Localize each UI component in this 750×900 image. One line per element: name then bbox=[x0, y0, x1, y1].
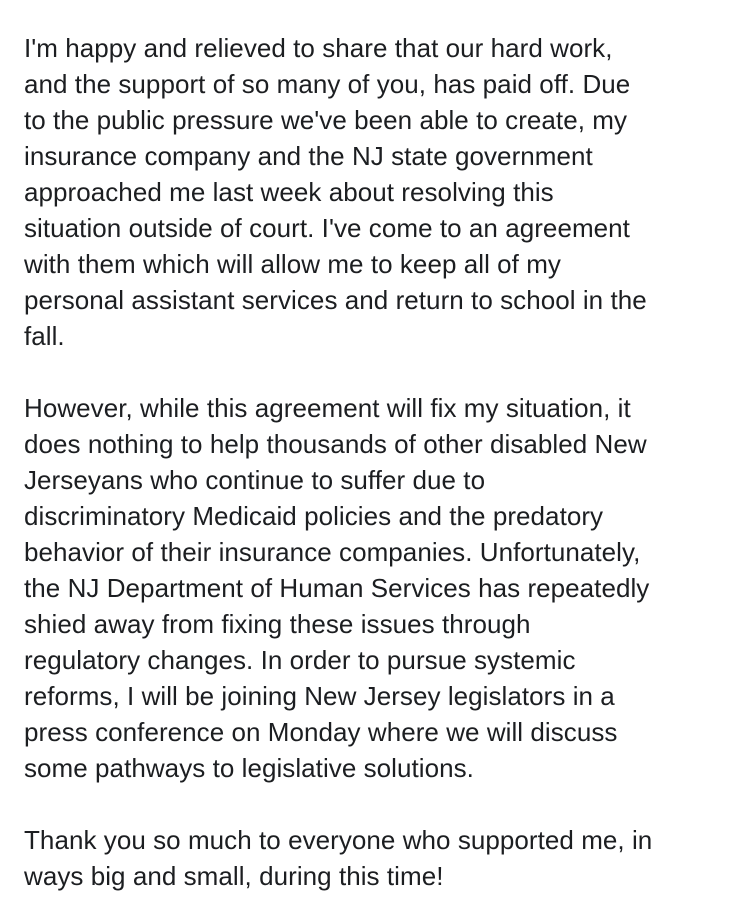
paragraph-resolution bbox=[24, 30, 730, 354]
text-line: shied away from fixing these issues through bbox=[24, 609, 531, 639]
text-line: with them which will allow me to keep all of my bbox=[24, 249, 561, 279]
text-line: and the support of so many of you, has paid off. Due bbox=[24, 69, 631, 99]
text-line: ways big and small, during this time! bbox=[24, 861, 444, 891]
text-line: insurance company and the NJ state government bbox=[24, 141, 593, 171]
text-line: reforms, I will be joining New Jersey legislators in a bbox=[24, 681, 615, 711]
paragraph-systemic-reform bbox=[24, 390, 730, 786]
text-line: personal assistant services and return to school in the bbox=[24, 285, 647, 315]
text-line: to the public pressure we've been able to create, my bbox=[24, 105, 628, 135]
text-line: Jerseyans who continue to suffer due to bbox=[24, 465, 486, 495]
text-line: discriminatory Medicaid policies and the predatory bbox=[24, 501, 604, 531]
text-line: some pathways to legislative solutions. bbox=[24, 753, 474, 783]
post-body bbox=[24, 30, 730, 894]
text-line: fall. bbox=[24, 321, 65, 351]
text-line: regulatory changes. In order to pursue systemic bbox=[24, 645, 576, 675]
text-line: However, while this agreement will fix my situation, it bbox=[24, 393, 631, 423]
paragraph-thanks bbox=[24, 822, 730, 894]
text-line: I'm happy and relieved to share that our hard work, bbox=[24, 33, 613, 63]
text-line: approached me last week about resolving this bbox=[24, 177, 554, 207]
text-line: situation outside of court. I've come to an agreement bbox=[24, 213, 630, 243]
text-line: does nothing to help thousands of other disabled New bbox=[24, 429, 647, 459]
text-line: press conference on Monday where we will discuss bbox=[24, 717, 618, 747]
text-line: Thank you so much to everyone who supported me, in bbox=[24, 825, 653, 855]
text-line: the NJ Department of Human Services has repeatedly bbox=[24, 573, 650, 603]
text-line: behavior of their insurance companies. Unfortunately, bbox=[24, 537, 641, 567]
